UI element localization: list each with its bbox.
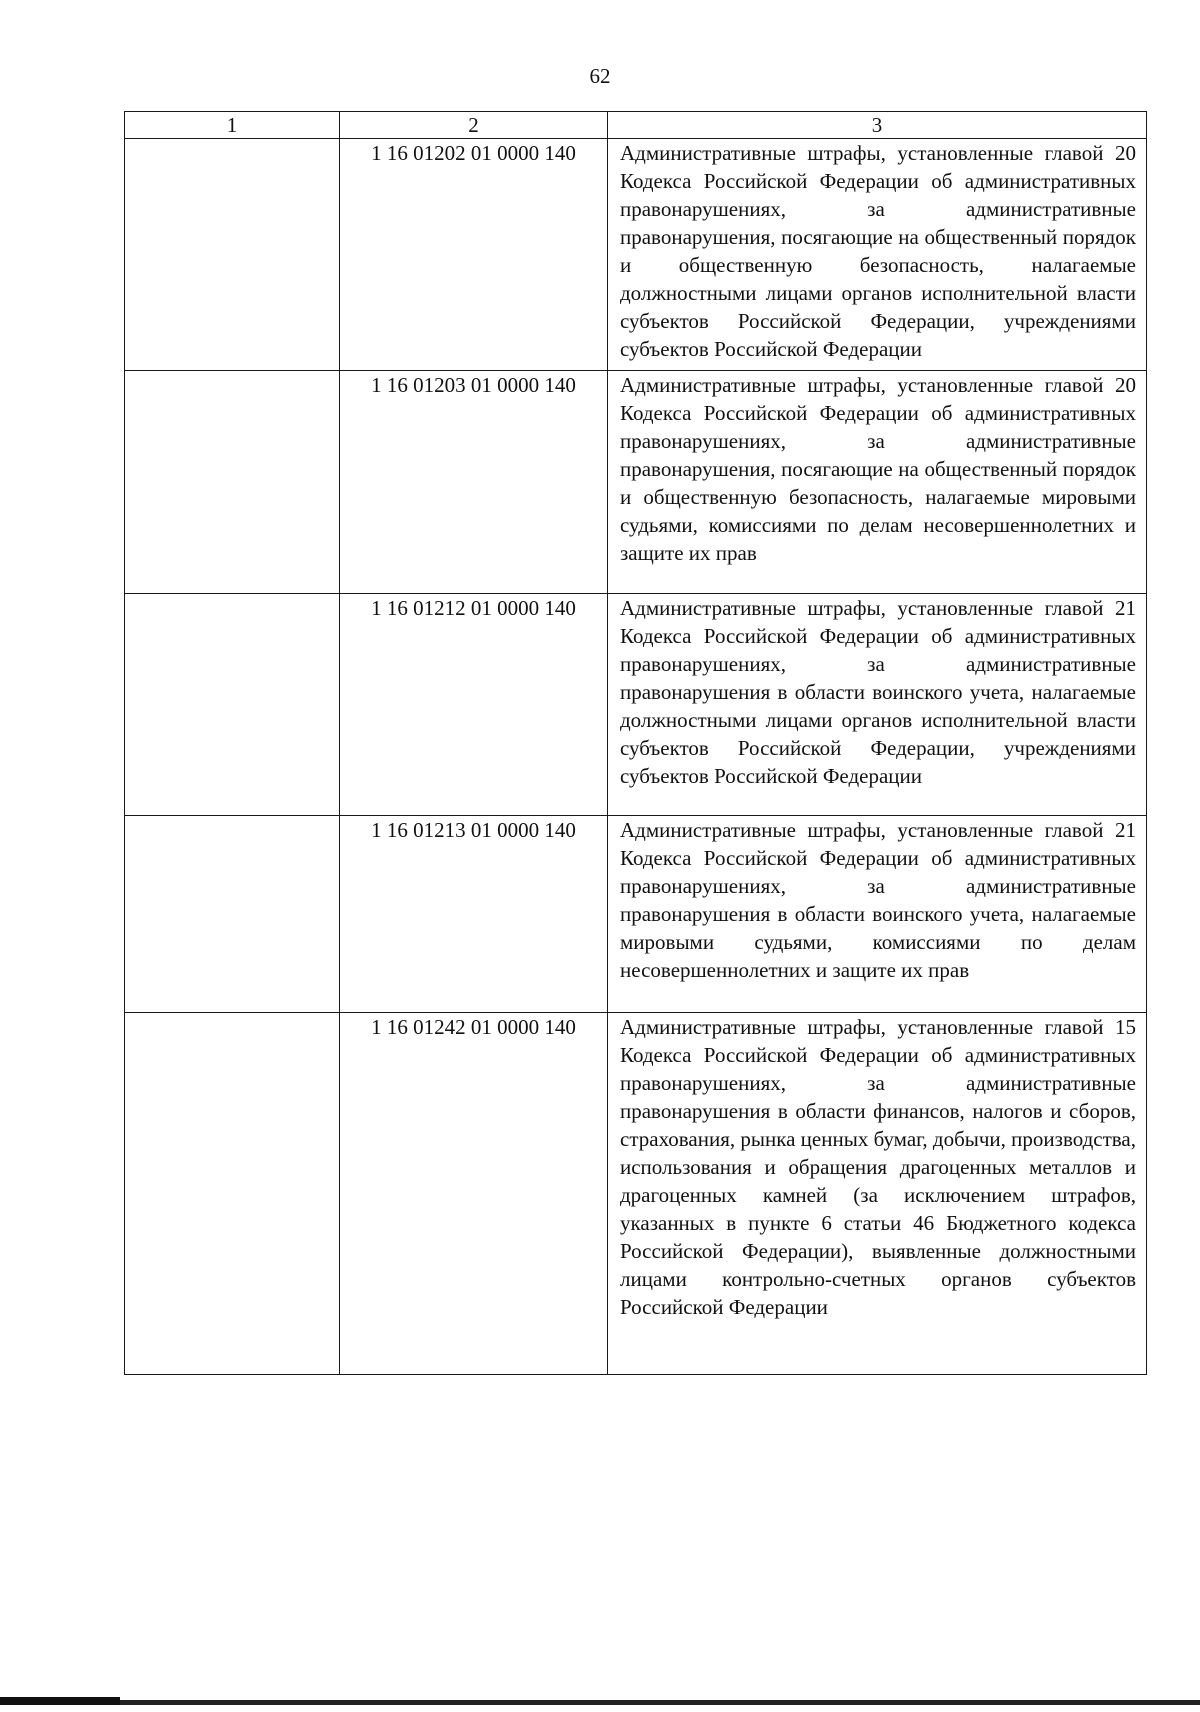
- budget-code-table: [124, 111, 1147, 1375]
- column-header-2: 2: [340, 112, 608, 139]
- table-cell-col1: [125, 139, 340, 371]
- description-cell: Административные штрафы, установленные главой 15 Кодекса Российской Федерации об административных правонарушениях, за административные правонарушения в области финансов, налогов и сборов, страхования, рынка ценных бумаг, добычи, производства, использования и обращения драгоценных металлов и драгоценных камней (за исключением штрафов, указанных в пункте 6 статьи 46 Бюджетного кодекса Российской Федерации), выявленные должностными лицами контрольно-счетных органов субъектов Российской Федерации: [608, 1013, 1147, 1375]
- table-cell-col1: [125, 816, 340, 1013]
- budget-code-cell: 1 16 01203 01 0000 140: [340, 371, 608, 594]
- page-number: 62: [589, 64, 611, 88]
- description-cell: Административные штрафы, установленные главой 20 Кодекса Российской Федерации об административных правонарушениях, за административные правонарушения, посягающие на общественный порядок и общественную безопасность, налагаемые должностными лицами органов исполнительной власти субъектов Российской Федерации, учреждениями субъектов Российской Федерации: [608, 139, 1147, 371]
- table-row: [125, 816, 1147, 1013]
- table-row: [125, 1013, 1147, 1375]
- budget-code-cell: 1 16 01242 01 0000 140: [340, 1013, 608, 1375]
- budget-code-cell: 1 16 01212 01 0000 140: [340, 594, 608, 816]
- scan-bottom-edge: [0, 1700, 1200, 1705]
- budget-code-cell: 1 16 01213 01 0000 140: [340, 816, 608, 1013]
- description-cell: Административные штрафы, установленные главой 20 Кодекса Российской Федерации об административных правонарушениях, за административные правонарушения, посягающие на общественный порядок и общественную безопасность, налагаемые мировыми судьями, комиссиями по делам несовершеннолетних и защите их прав: [608, 371, 1147, 594]
- description-cell: Административные штрафы, установленные главой 21 Кодекса Российской Федерации об административных правонарушениях, за административные правонарушения в области воинского учета, налагаемые должностными лицами органов исполнительной власти субъектов Российской Федерации, учреждениями субъектов Российской Федерации: [608, 594, 1147, 816]
- table-cell-col1: [125, 594, 340, 816]
- table-header-row: [125, 112, 1147, 139]
- table-cell-col1: [125, 1013, 340, 1375]
- table-row: [125, 594, 1147, 816]
- budget-code-cell: 1 16 01202 01 0000 140: [340, 139, 608, 371]
- column-header-1: 1: [125, 112, 340, 139]
- description-cell: Административные штрафы, установленные главой 21 Кодекса Российской Федерации об административных правонарушениях, за административные правонарушения в области воинского учета, налагаемые мировыми судьями, комиссиями по делам несовершеннолетних и защите их прав: [608, 816, 1147, 1013]
- table-row: [125, 371, 1147, 594]
- table-row: [125, 139, 1147, 371]
- column-header-3: 3: [608, 112, 1147, 139]
- table-cell-col1: [125, 371, 340, 594]
